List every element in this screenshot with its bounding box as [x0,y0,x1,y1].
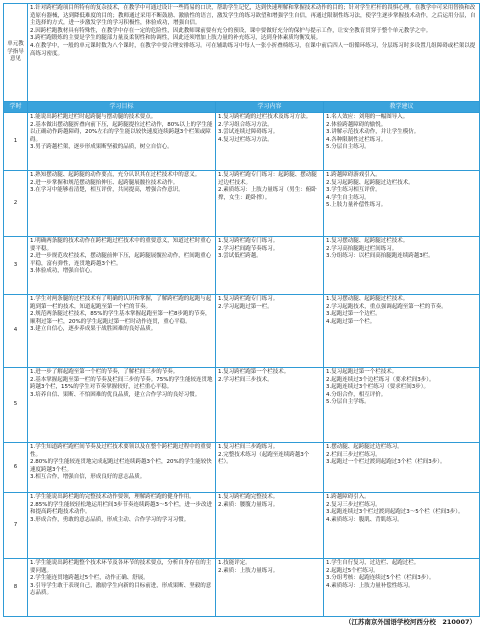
lesson-content-item: 1.复习跨栏跑的过栏技术及练习方法。 [218,114,312,120]
lesson-number: 3 [4,237,28,295]
lesson-content-item: 1.复习栏间三步跑练习。 [218,444,279,450]
lesson-advice-item: 1.学生自行复习，过边栏、起跑过栏。 [326,560,420,566]
lesson-plan-table [3,3,480,617]
lesson-goal-item: 2.85%的学生能较轻松地运用栏间3步节奏连续跨越3～5个栏，进一步改进和提高跨栏跑技术动作。 [30,501,212,516]
lesson-content-cell [216,368,324,443]
lesson-row [4,113,480,171]
lesson-content-item: 2.完整技术练习（起跑至连续跨越3个栏）。 [218,451,310,466]
lesson-advice-item: 4.各种限制性过栏练习。 [326,136,387,143]
lesson-goal-cell [28,295,216,368]
lesson-row [4,171,480,237]
lesson-number: 8 [4,559,28,617]
lesson-content-cell [216,559,324,617]
lesson-goal-cell [28,237,216,295]
intro-row [4,4,480,102]
lesson-goal-item: 2.基本掌握起跑至第一栏的节奏及栏间三步的节奏。75%的学生能较连贯地跨越3个栏，15%的学生对节奏掌握较好，过栏重心平稳。 [30,376,213,391]
lesson-row [4,559,480,617]
lesson-content-item: 1.复习跨栏跑专门练习。 [218,296,279,302]
lesson-advice-cell [324,559,480,617]
header-content: 学习内容 [216,102,324,113]
lesson-row [4,493,480,559]
lesson-advice-item: 5.分层自主学练。 [326,399,370,406]
lesson-advice-item: 4.起跑过第一个栏。 [326,318,376,325]
lesson-advice-item: 4.素质练习：腹肌、背肌练习。 [326,516,403,523]
lesson-goal-cell [28,443,216,493]
intro-paragraph: 3.跨栏跑锻炼的主要是学生的腿部力量及柔韧性和协调性，因此还须增加上肢力量的补充练习，达到身体素质均衡发展。 [30,35,322,42]
lesson-advice-cell [324,493,480,559]
lesson-goal-item: 1.熟知摆动腿、起跨腿的动作要点，充分认识其在过栏技术中的意义。 [30,172,201,178]
lesson-goal-item: 3.在学习中能够看清楚，相互评价，共同提高，增强合作意识。 [30,187,184,194]
lesson-goal-item: 1.进一步了解起跑至第一个栏的节奏，了解栏间三步的节奏。 [30,369,179,375]
lesson-goal-cell [28,171,216,237]
lesson-advice-item: 1.跨越障碍引入。 [326,494,370,500]
lesson-advice-item: 1.摆动腿、起跨腿过边栏练习。 [326,444,403,450]
lesson-rows [4,113,480,617]
lesson-content-item: 1.复习跨栏跑完整技术。 [218,494,279,500]
lesson-content-item: 2.素质：上肢力量练习。 [218,567,279,574]
lesson-advice-item: 2.复习起跨腿、起跨腿过边栏技术。 [326,179,414,186]
footer-affiliation: （江苏南京外国语学校河西分校 210007） [344,618,476,626]
lesson-goal-item: 3.建立自信心，逐步养成果于战胜困难的良好品质。 [30,326,157,333]
lesson-content-item: 2.素质练习：上肢力量练习（男生：俯卧撑，女生：跪卧撑）。 [218,187,317,201]
lesson-advice-cell [324,295,480,368]
lesson-number: 4 [4,295,28,368]
lesson-advice-item: 3.分组考核：起跑连续过5个栏（栏间3步）。 [326,575,435,582]
lesson-advice-item: 4.分组合作，相互评价。 [326,391,387,398]
lesson-content-item: 2.素质：腰腹力量练习。 [218,501,279,508]
intro-paragraph: 4.在教学中，一般的单元课时数为八个课时，在教学中要合理安排练习。可在辅助练习中每人一张小折叠椅练习，在课中前后四人一组循环练习，分层练习时多设置几组障碍或栏架以提高练习密度。 [30,42,476,57]
lesson-number: 1 [4,113,28,171]
lesson-content-item: 1.复习跨栏跑专门练习：起跨腿、摆动腿过边栏技术。 [218,172,317,186]
lesson-advice-item: 3.分组练习：以栏间高抬腿跑连续跨越3栏。 [326,253,434,260]
lesson-goal-item: 1.明确两条腿的技术动作在跨栏跑过栏技术中的重要意义，知道过栏时重心要平稳。 [30,238,212,252]
lesson-advice-item: 2.栏间三步过栏练习。 [326,451,381,458]
lesson-advice-item: 2.起跑过5个栏练习。 [326,567,379,574]
lesson-advice-item: 2.学习高抬腿跑过栏间练习。 [326,245,398,252]
lesson-goal-item: 1.学生能说出跨栏跑的完整技术动作要领，理解跨栏跑的健身作用。 [30,494,195,500]
lesson-goal-item: 2.进一步掌握和规范摆动腿抬伸压、起跨腿展髋拉技术动作。 [30,179,179,186]
lesson-goal-item: 1.能说出跨栏跑过栏时起跨腿与摆动腿的技术要点。 [30,114,157,120]
lesson-advice-item: 3.学生练习相互评价。 [326,187,381,194]
lesson-goal-item: 1.学生对两条腿的过栏技术有了明确的认识和掌握，了解跨栏跑的起跑与起跑到第一栏的技术，知道起跑至第一个栏的节奏。 [30,296,212,310]
lesson-advice-cell [324,171,480,237]
lesson-row [4,368,480,443]
lesson-advice-item: 3.起跑连续过3个栏练习（要求栏间3步）。 [326,384,429,391]
header-advice: 教学建议 [324,102,480,113]
lesson-number: 5 [4,368,28,443]
lesson-advice-item: 5.上肢力量补偿性练习。 [326,202,387,209]
lesson-advice-item: 1.复习摆动腿、起跨腿过栏技术。 [326,238,409,244]
lesson-advice-item: 2.起跑连续过3个边栏练习（要求栏间3步）。 [326,376,435,383]
lesson-advice-cell [324,113,480,171]
lesson-advice-cell [324,443,480,493]
lesson-content-cell [216,113,324,171]
lesson-content-item: 1.技能评定。 [218,560,251,566]
lesson-advice-item: 3.讲解示范技术动作，并让学生模仿。 [326,129,420,136]
lesson-content-item: 4.复习过栏练习方法。 [218,136,273,143]
lesson-content-cell [216,493,324,559]
lesson-goal-item: 2.规范两条腿过栏技术，85%的学生基本掌握起跑至第一栏8步跑的节奏，顺利过第一栏，20%的学生起跑过第一栏时动作连贯，重心平稳。 [30,311,211,325]
lesson-advice-item: 3.起跑过第一个边栏。 [326,311,381,318]
lesson-row [4,237,480,295]
lesson-advice-item: 3.起跑连续过3个栏过渡到起跑过3～5个栏（栏间3步）。 [326,509,464,516]
lesson-advice-item: 1.复习摆动腿、起跨腿过栏技术。 [326,296,409,302]
lesson-advice-item: 4.素质练习：上肢力量补偿性练习。 [326,582,414,589]
lesson-goal-item: 3.男子跨越栏架，逐步形成果断坚毅的品质，树立自信心。 [30,144,173,151]
header-lesson: 学时 [4,102,28,113]
lesson-advice-item: 2.学习起跑技术，重点强调起跑至第一栏的节奏。 [326,303,447,310]
lesson-content-cell [216,171,324,237]
lesson-goal-item: 1.学生知道跨栏跑栏间节奏及过栏技术要领以及在整个跨栏跑过程中的重要性。 [30,444,212,458]
lesson-goal-item: 3.培养自信、果断、不怕困难的优良品质，建立合作学习的良好习惯。 [30,391,201,398]
lesson-content-item: 2.学习栏间三步技术。 [218,376,273,383]
lesson-goal-cell [28,493,216,559]
lesson-goal-cell [28,559,216,617]
lesson-advice-item: 1.跨越障碍游戏引入。 [326,172,381,178]
lesson-row [4,443,480,493]
lesson-advice-item: 5.分层自主练习。 [326,144,370,151]
lesson-advice-item: 3.起跑过一个栏过渡到起跑过3个栏（栏间3步）。 [326,459,446,466]
intro-paragraph: 2.因跨栏跑教材具有特殊性，在教学中存在一定的危险性，因此教师课前要有充分的预设，课中要做好充分的保护与提示工作，让安全教育贯穿于整个单元教学之中。 [30,27,432,34]
lesson-row [4,295,480,368]
lesson-goal-item: 3.形成合作，勇敢的意志品质，形成主动、合作学习的学习习惯。 [30,516,190,523]
lesson-number: 7 [4,493,28,559]
lesson-goal-cell [28,368,216,443]
lesson-number: 2 [4,171,28,237]
lesson-advice-cell [324,237,480,295]
lesson-content-item: 1.复习跨栏跑专门练习。 [218,238,279,244]
lesson-content-cell [216,443,324,493]
lesson-goal-item: 2.80%的学生能较连贯地完成起跑过栏连续跨越3个栏，20%的学生能较快速度跨越3个栏。 [30,459,212,473]
lesson-content-item: 2.学习组合练习方法。 [218,121,273,128]
lesson-advice-item: 1.名人效应：刘翔的一幅图导入。 [326,114,409,120]
lesson-content-item: 3.尝试连续过障碍练习。 [218,129,279,136]
lesson-goal-cell [28,113,216,171]
lesson-advice-item: 2.复习三步过栏练习。 [326,501,381,508]
intro-label: 单元教学指导意见 [4,4,28,102]
lesson-content-item: 3.尝试低栏跨越。 [218,253,262,260]
intro-text [28,4,480,102]
lesson-content-cell [216,295,324,368]
lesson-advice-item: 2.体验跨越障碍的愉悦。 [326,121,387,128]
lesson-content-item: 1.复习跨栏跑第一个栏技术。 [218,369,290,375]
header-goal: 学习目标 [28,102,216,113]
lesson-goal-item: 3.相互合作，增强自信，形成良好的意志品质。 [30,474,146,481]
lesson-content-item: 2.学习栏间跑节奏练习。 [218,245,279,252]
lesson-advice-item: 1.复习起跑过第一个栏技术。 [326,369,398,375]
lesson-advice-cell [324,368,480,443]
lesson-advice-item: 4.学生自主练习。 [326,194,370,201]
header-row [4,102,480,113]
lesson-content-item: 2.学习起跑过第一栏。 [218,303,273,310]
lesson-goal-item: 2.学生能连贯地跨越过5个栏，动作正确、舒展。 [30,575,149,582]
lesson-goal-item: 3.引导学生敢于表现自己，激励学生向新的目标前进，形成果断、坚毅的意志品质。 [30,582,212,597]
lesson-content-cell [216,237,324,295]
lesson-number: 6 [4,443,28,493]
intro-paragraph: 1.针对跨栏跑项目所特有的复杂技术，在教学中可通过设计一些简易的口诀，帮助学生记忆，达到快速理解和掌握技术动作的目的；针对学生栏杆的畏惧心理，在教学中可采用替换和改造原有器械，达到降低难度的目的；教师通过采用不断鼓励、激励性的语言，激发学生的练习欲望和增强学生自信，再通过限制性练习法，使学生逐步掌握技术动作，之后运用分层，自主选择的方式，进一步激发学生的学习积极性，体验成功，增强自信。 [30,5,476,27]
lesson-goal-item: 1.学生能说出跨栏跑整个技术环节及各环节的技术要点，分析自身存在的主要问题。 [30,560,212,574]
lesson-goal-item: 2.进一步规范攻栏技术，摆动腿前伸下压，起跨腿展髋拉动作，栏间跑重心平稳，富有弹性，连贯地跨越3个栏。 [30,253,212,267]
lesson-goal-item: 2.基本做出摆动腿折叠向前下压，起跨腿提拉过栏动作，80%以上的学生能以正确动作跨越障碍，20%左右的学生能以较快速度连续跨越3个栏架或障碍。 [30,121,213,143]
lesson-goal-item: 3.体验成功，增强自信心。 [30,268,96,275]
